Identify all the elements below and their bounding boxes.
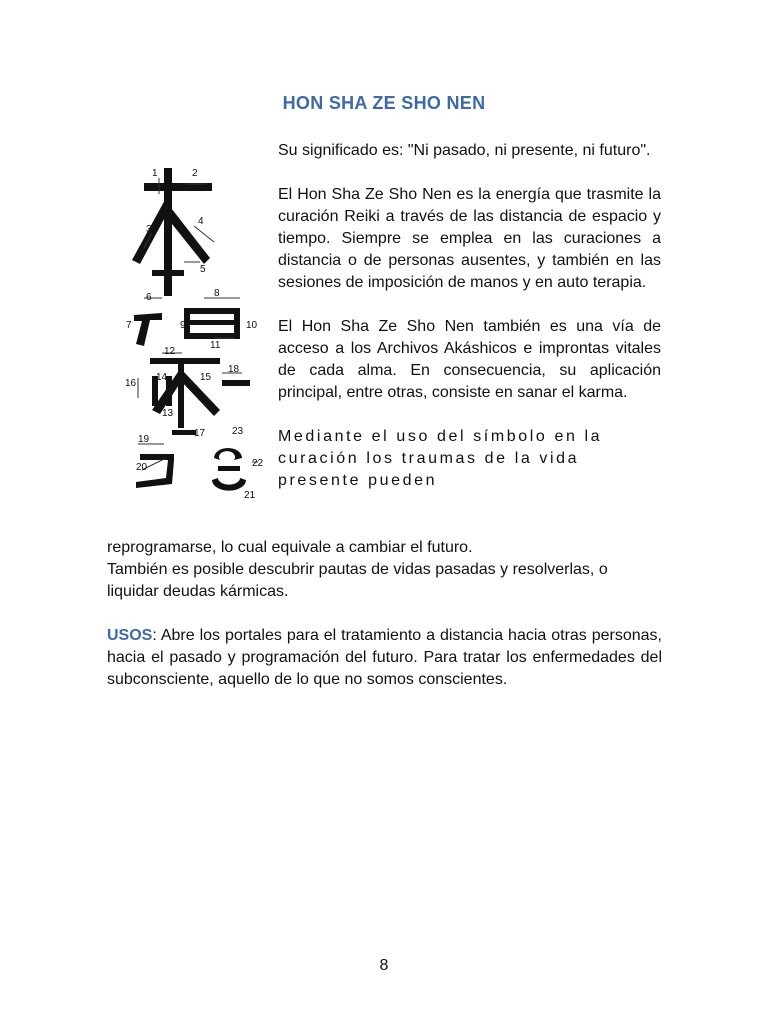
paragraph-meaning: Su significado es: "Ni pasado, ni presente, ni futuro". <box>278 142 651 159</box>
stroke-number-17: 17 <box>194 428 206 439</box>
paragraph-healing-start: Mediante el uso del símbolo en la curación los traumas de la vida presente pueden <box>278 428 603 489</box>
stroke-number-9: 9 <box>180 320 186 331</box>
stroke-number-21: 21 <box>244 490 256 498</box>
usos-label: USOS <box>107 627 153 644</box>
body-text-full-width <box>107 537 662 603</box>
stroke-number-22: 22 <box>252 458 264 469</box>
stroke-number-15: 15 <box>200 372 212 383</box>
stroke-number-23: 23 <box>232 426 244 437</box>
stroke-number-13: 13 <box>162 408 174 419</box>
usos-text: : Abre los portales para el tratamiento a distancia hacia otras personas, hacia el pasado y programación del futuro. Para tratar los enfermedades del subconsciente, aquello de lo que no somos conscientes. <box>107 627 662 688</box>
page-title: HON SHA ZE SHO NEN <box>282 93 486 113</box>
body-text-column <box>278 140 661 492</box>
stroke-number-16: 16 <box>125 378 137 389</box>
stroke-number-18: 18 <box>228 364 240 375</box>
stroke-number-6: 6 <box>146 292 152 303</box>
stroke-number-2: 2 <box>192 168 198 179</box>
stroke-number-12: 12 <box>164 346 176 357</box>
stroke-number-5: 5 <box>200 264 206 275</box>
page-number: 8 <box>379 957 389 974</box>
stroke-number-3: 3 <box>146 224 152 235</box>
stroke-number-19: 19 <box>138 434 150 445</box>
stroke-number-11: 11 <box>210 340 221 351</box>
paragraph-energy: El Hon Sha Ze Sho Nen es la energía que trasmite la curación Reiki a través de las distancia de espacio y tiempo. Siempre se emplea en las curaciones a distancia o de personas ausentes, y también en las sesiones de imposición de manos y en auto terapia. <box>278 186 661 291</box>
stroke-number-20: 20 <box>136 462 148 473</box>
usos-paragraph <box>107 625 662 691</box>
stroke-number-8: 8 <box>214 288 220 299</box>
paragraph-past-lives: También es posible descubrir pautas de vidas pasadas y resolverlas, o liquidar deudas kármicas. <box>107 561 608 600</box>
stroke-number-10: 10 <box>246 320 258 331</box>
stroke-number-14: 14 <box>156 372 168 383</box>
stroke-number-1: 1 <box>152 168 158 179</box>
stroke-number-4: 4 <box>198 216 204 227</box>
paragraph-healing-end: reprogramarse, lo cual equivale a cambiar el futuro. <box>107 539 473 556</box>
stroke-number-7: 7 <box>126 320 132 331</box>
paragraph-akashic: El Hon Sha Ze Sho Nen también es una vía de acceso a los Archivos Akáshicos e improntas vitales de cada alma. En consecuencia, su aplicación principal, entre otras, consiste en sanar el karma. <box>278 318 661 401</box>
hon-sha-ze-sho-nen-symbol-icon <box>122 158 264 498</box>
